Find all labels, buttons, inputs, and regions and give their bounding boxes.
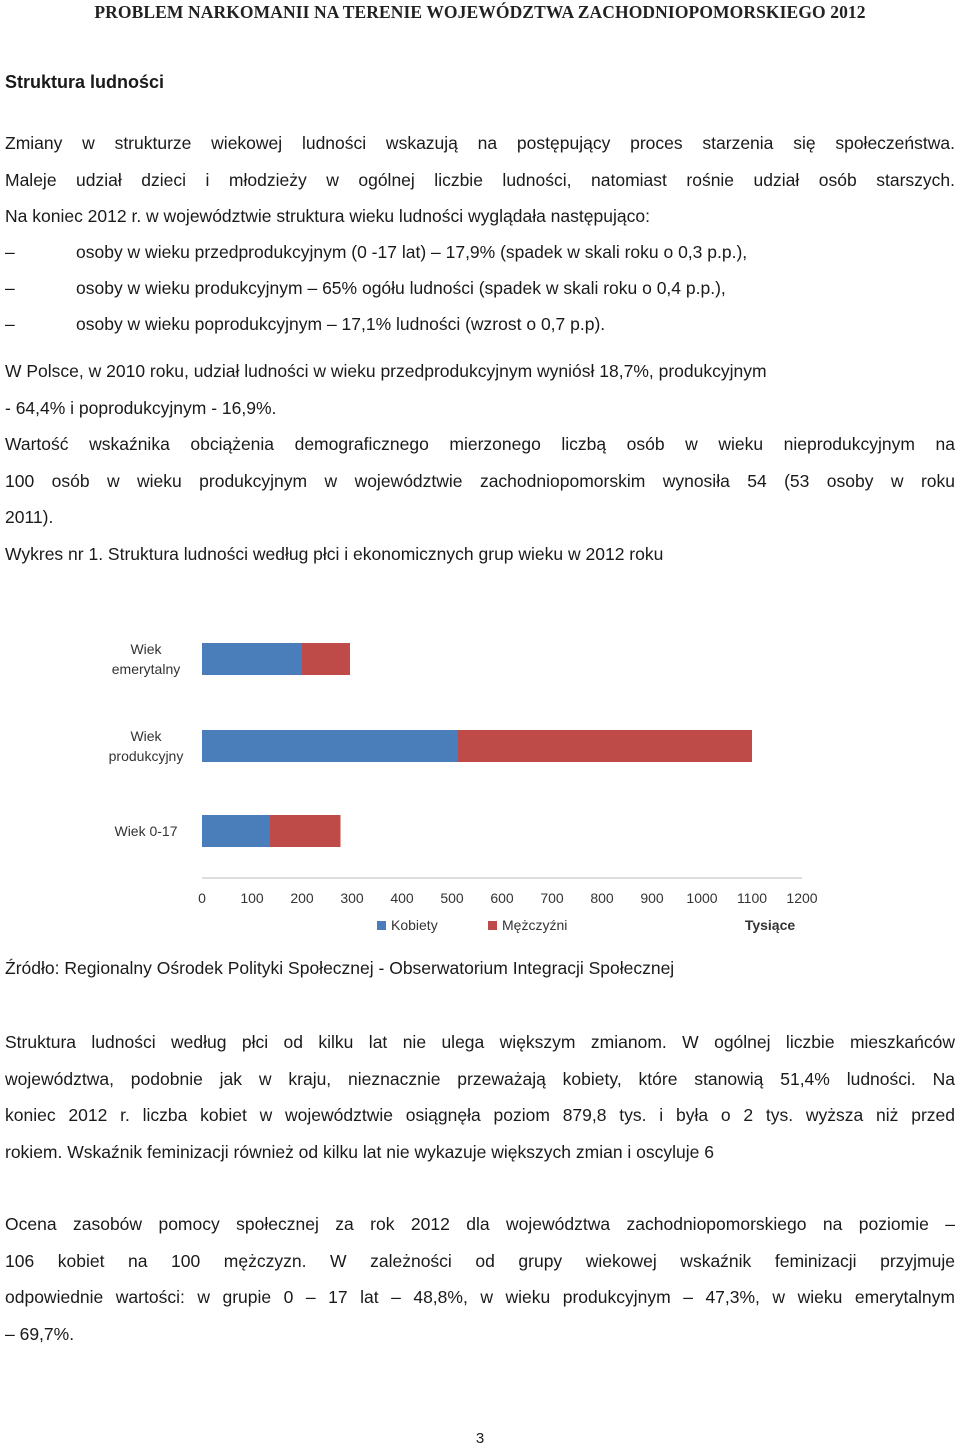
chart-caption — [5, 536, 955, 573]
text-line: 100 osób w wieku produkcyjnym w województwie zachodniopomorskim wynosiła 54 (53 osoby w roku — [5, 470, 955, 491]
category-label: Wiek 0-17 — [114, 823, 178, 839]
source-text: Źródło: Regionalny Ośrodek Polityki Społecznej - Obserwatorium Integracji Społecznej — [5, 958, 675, 978]
text-line: województwa, podobnie jak w kraju, nieznacznie przeważają kobiety, które stanowią 51,4% ludności. Na — [5, 1068, 955, 1089]
text-line: odpowiednie wartości: w grupie 0 – 17 lat – 48,8%, w wieku produkcyjnym – 47,3%, w wieku emerytalnym — [5, 1287, 955, 1307]
x-tick-label: 1200 — [786, 890, 818, 906]
bar-mezczyzni — [302, 643, 350, 675]
bar-mezczyzni — [270, 815, 341, 847]
legend-swatch — [488, 921, 497, 930]
text-line: Zmiany w strukturze wiekowej ludności wskazują na postępujący proces starzenia się społeczeństwa. — [5, 133, 955, 153]
x-tick-label: 700 — [540, 890, 564, 906]
x-tick-label: 100 — [240, 890, 264, 906]
text-line: 2011). — [5, 507, 54, 527]
x-tick-label: 1100 — [736, 890, 768, 906]
source-note — [5, 950, 955, 987]
x-tick-label: 400 — [390, 890, 414, 906]
legend-label: Mężczyźni — [502, 917, 568, 933]
list-item-text: osoby w wieku przedprodukcyjnym (0 -17 lat) – 17,9% (spadek w skali roku o 0,3 p.p.), — [76, 242, 748, 262]
text-line: – 69,7%. — [5, 1323, 75, 1344]
category-label: Wiek produkcyjny — [108, 728, 184, 764]
x-tick-label: 900 — [640, 890, 664, 906]
text-line: koniec 2012 r. liczba kobiet w województwie osiągnęła poziom 879,8 tys. i była o 2 tys. wyższa niż przed — [5, 1105, 955, 1125]
paragraph-dependency-ratio — [5, 426, 955, 536]
list-item-text: osoby w wieku produkcyjnym – 65% ogółu ludności (spadek w skali roku o 0,4 p.p.), — [76, 278, 726, 298]
text-line: Wartość wskaźnika obciążenia demograficznego mierzonego liczbą osób w wieku nieprodukcyjnym na — [5, 434, 955, 454]
bar-kobiety — [202, 643, 302, 675]
x-tick-label: 600 — [490, 890, 514, 906]
text-line: Ocena zasobów pomocy społecznej za rok 2012 dla województwa zachodniopomorskiego na poziomie – — [5, 1214, 955, 1234]
bar-mezczyzni — [458, 730, 752, 762]
page-header: PROBLEM NARKOMANII NA TERENIE WOJEWÓDZTWA ZACHODNIOPOMORSKIEGO 2012 — [94, 2, 866, 22]
legend-swatch — [377, 921, 386, 930]
paragraph-poland-comparison — [5, 353, 955, 426]
section-title: Struktura ludności — [5, 72, 165, 92]
paragraph-feminization — [5, 1206, 955, 1352]
chart-caption-text: Wykres nr 1. Struktura ludności według płci i ekonomicznych grup wieku w 2012 roku — [5, 544, 664, 564]
x-tick-label: 200 — [290, 890, 314, 906]
list-dash: – — [5, 314, 15, 334]
x-tick-label: 800 — [590, 890, 614, 906]
bar-kobiety — [202, 730, 458, 762]
list-dash: – — [5, 278, 15, 298]
population-chart — [90, 618, 850, 943]
text-line: 106 kobiet na 100 mężczyzn. W zależności od grupy wiekowej wskaźnik feminizacji przyjmuje — [5, 1250, 955, 1271]
bar-kobiety — [202, 815, 270, 847]
legend-label: Kobiety — [391, 917, 438, 933]
paragraph-age-structure — [5, 125, 955, 235]
text-line: Maleje udział dzieci i młodzieży w ogólnej liczbie ludności, natomiast rośnie udział osób starszych. — [5, 169, 955, 190]
paragraph-gender-structure — [5, 1024, 955, 1170]
text-line: W Polsce, w 2010 roku, udział ludności w wieku przedprodukcyjnym wyniósł 18,7%, produkcyjnym — [5, 361, 767, 381]
text-line: - 64,4% i poprodukcyjnym - 16,9%. — [5, 397, 277, 418]
list-item-text: osoby w wieku poprodukcyjnym – 17,1% ludności (wzrost o 0,7 p.p). — [76, 314, 606, 334]
page-number: 3 — [475, 1430, 485, 1447]
category-label: Wiek emerytalny — [111, 641, 181, 677]
text-line: Struktura ludności według płci od kilku lat nie ulega większym zmianom. W ogólnej liczbie mieszkańców — [5, 1032, 955, 1052]
x-tick-label: 0 — [198, 890, 206, 906]
x-tick-label: 300 — [340, 890, 364, 906]
text-line: rokiem. Wskaźnik feminizacji również od kilku lat nie wykazuje większych zmian i oscyluje 6 — [5, 1141, 714, 1162]
x-tick-label: 500 — [440, 890, 464, 906]
text-line: Na koniec 2012 r. w województwie struktura wieku ludności wyglądała następująco: — [5, 206, 650, 226]
x-axis-label: Tysiące — [744, 917, 796, 933]
x-tick-label: 1000 — [686, 890, 718, 906]
list-dash: – — [5, 242, 15, 262]
